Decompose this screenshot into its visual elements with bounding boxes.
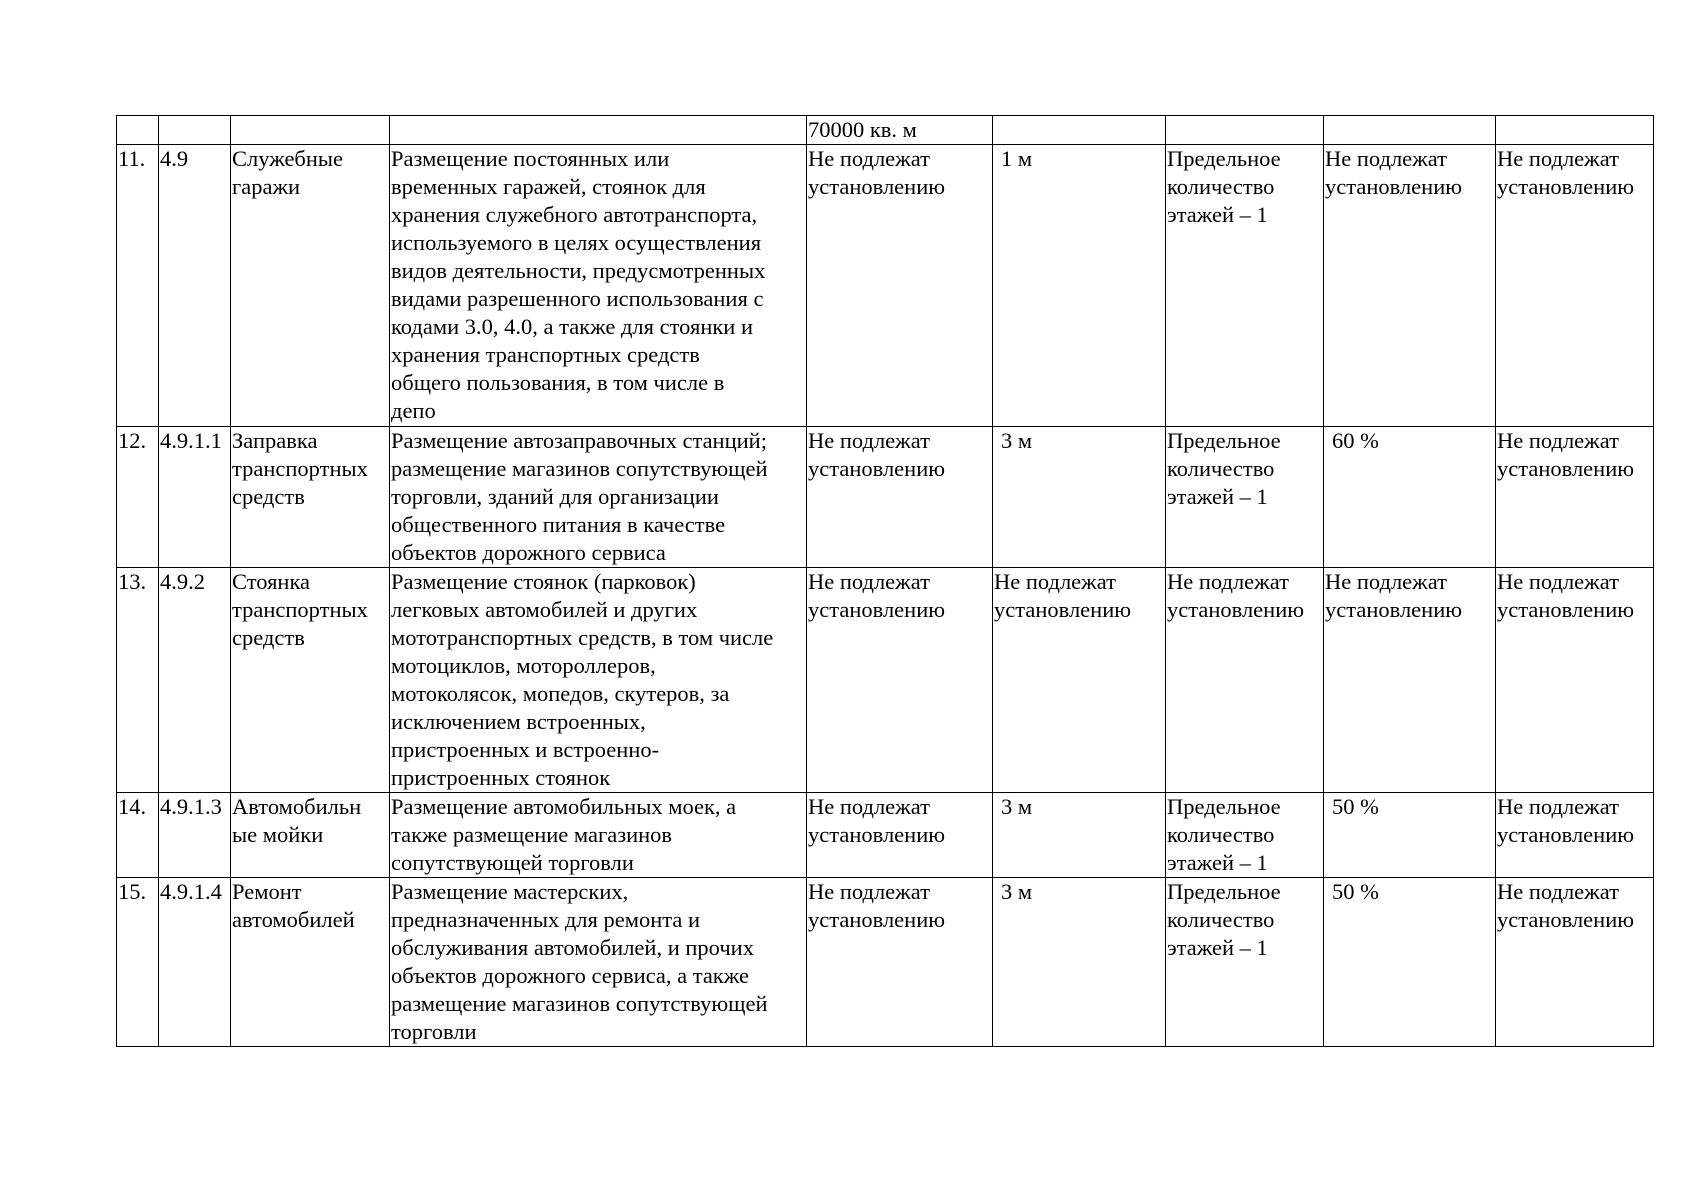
use-description-cell: Размещение стоянок (парковок) легковых автомобилей и других мототранспортных средств, в том числе мотоциклов, мотороллеров, мотоколясок, мопедов, скутеров, за исключением встроенных, пристроенных и встроенно- пристроенных стоянок (390, 568, 807, 793)
row-number-cell: 14. (117, 793, 159, 878)
use-description-cell: Размещение автомобильных моек, а также размещение магазинов сопутствующей торговли (390, 793, 807, 878)
plot-size-cell: Не подлежат установлению (807, 793, 993, 878)
use-name-cell: Стоянка транспортных средств (231, 568, 390, 793)
table-row (117, 878, 1654, 1047)
coverage-cell (1324, 116, 1496, 145)
zoning-regulations-table (116, 115, 1654, 1047)
plot-size-cell: Не подлежат установлению (807, 568, 993, 793)
setback-cell: 3 м (993, 878, 1166, 1047)
table-row (117, 793, 1654, 878)
setback-cell (993, 116, 1166, 145)
use-name-cell: Заправка транспортных средств (231, 427, 390, 568)
floors-cell: Предельное количество этажей – 1 (1166, 427, 1324, 568)
code-cell: 4.9.1.4 (159, 878, 231, 1047)
code-cell: 4.9 (159, 145, 231, 427)
row-number-cell: 13. (117, 568, 159, 793)
coverage-cell: 50 % (1324, 878, 1496, 1047)
coverage-cell: 60 % (1324, 427, 1496, 568)
other-params-cell: Не подлежат установлению (1496, 427, 1654, 568)
setback-cell: 3 м (993, 427, 1166, 568)
coverage-cell: Не подлежат установлению (1324, 145, 1496, 427)
use-name-cell (231, 116, 390, 145)
other-params-cell: Не подлежат установлению (1496, 793, 1654, 878)
coverage-cell: 50 % (1324, 793, 1496, 878)
floors-cell (1166, 116, 1324, 145)
floors-cell: Предельное количество этажей – 1 (1166, 145, 1324, 427)
code-cell: 4.9.1.1 (159, 427, 231, 568)
coverage-cell: Не подлежат установлению (1324, 568, 1496, 793)
use-description-cell: Размещение мастерских, предназначенных для ремонта и обслуживания автомобилей, и прочих объектов дорожного сервиса, а также размещение магазинов сопутствующей торговли (390, 878, 807, 1047)
use-name-cell: Служебные гаражи (231, 145, 390, 427)
setback-cell: 1 м (993, 145, 1166, 427)
code-cell: 4.9.2 (159, 568, 231, 793)
other-params-cell: Не подлежат установлению (1496, 878, 1654, 1047)
setback-cell: Не подлежат установлению (993, 568, 1166, 793)
row-number-cell: 15. (117, 878, 159, 1047)
other-params-cell: Не подлежат установлению (1496, 145, 1654, 427)
row-number-cell (117, 116, 159, 145)
table-row (117, 427, 1654, 568)
floors-cell: Не подлежат установлению (1166, 568, 1324, 793)
use-description-cell: Размещение автозаправочных станций; размещение магазинов сопутствующей торговли, зданий для организации общественного питания в качестве объектов дорожного сервиса (390, 427, 807, 568)
plot-size-cell: Не подлежат установлению (807, 427, 993, 568)
table-row (117, 116, 1654, 145)
row-number-cell: 11. (117, 145, 159, 427)
code-cell (159, 116, 231, 145)
other-params-cell (1496, 116, 1654, 145)
plot-size-cell: Не подлежат установлению (807, 878, 993, 1047)
table-row (117, 145, 1654, 427)
row-number-cell: 12. (117, 427, 159, 568)
floors-cell: Предельное количество этажей – 1 (1166, 793, 1324, 878)
floors-cell: Предельное количество этажей – 1 (1166, 878, 1324, 1047)
setback-cell: 3 м (993, 793, 1166, 878)
code-cell: 4.9.1.3 (159, 793, 231, 878)
use-name-cell: Автомобильн ые мойки (231, 793, 390, 878)
use-name-cell: Ремонт автомобилей (231, 878, 390, 1047)
other-params-cell: Не подлежат установлению (1496, 568, 1654, 793)
use-description-cell: Размещение постоянных или временных гаражей, стоянок для хранения служебного автотранспорта, используемого в целях осуществления видов деятельности, предусмотренных видами разрешенного использования с кодами 3.0, 4.0, а также для стоянки и хранения транспортных средств общего пользования, в том числе в депо (390, 145, 807, 427)
use-description-cell (390, 116, 807, 145)
plot-size-cell: 70000 кв. м (807, 116, 993, 145)
table-row (117, 568, 1654, 793)
plot-size-cell: Не подлежат установлению (807, 145, 993, 427)
